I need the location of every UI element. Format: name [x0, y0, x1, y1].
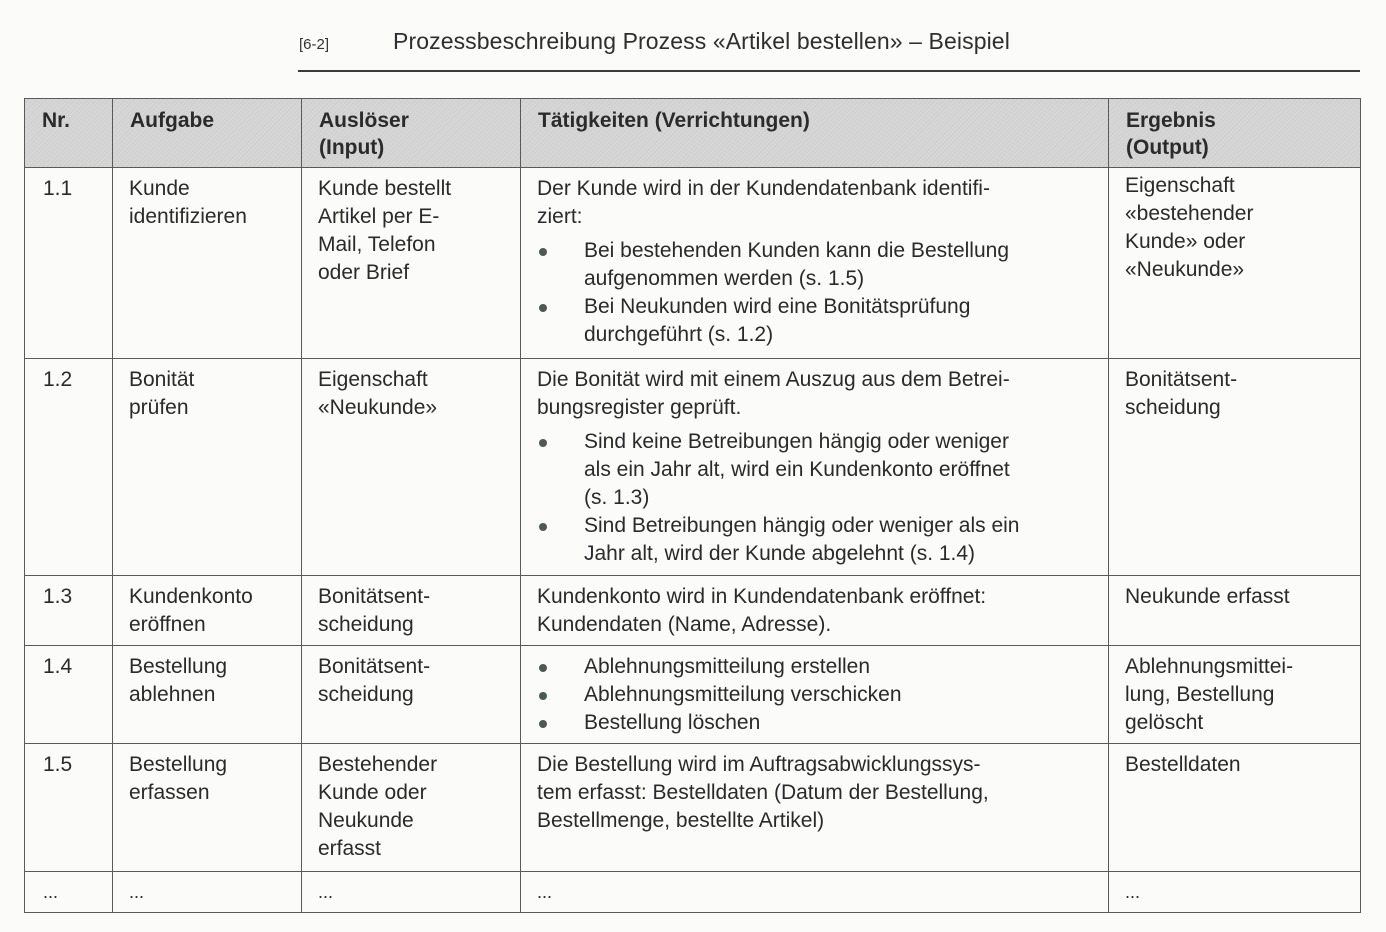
- ergebnis-line: lung, Bestellung: [1125, 683, 1275, 706]
- aufgabe-line: Bonität: [129, 368, 195, 391]
- title-rule: [298, 70, 1360, 72]
- cell-nr: [25, 744, 113, 872]
- ergebnis-line: Neukunde erfasst: [1125, 585, 1290, 608]
- cell-nr: [25, 646, 113, 744]
- process-table: [24, 98, 1361, 913]
- aufgabe-line: erfassen: [129, 781, 210, 804]
- header-taetigkeiten-label: Tätigkeiten (Verrichtungen): [538, 109, 810, 132]
- cell-aufgabe: [113, 168, 302, 359]
- row-number: 1.2: [43, 368, 73, 391]
- cell-aufgabe: [113, 744, 302, 872]
- bullet-line: Bestellung löschen: [584, 711, 761, 734]
- row-number: 1.1: [43, 177, 73, 200]
- bullet-line: (s. 1.3): [584, 486, 650, 509]
- cell-taetigkeiten: [521, 359, 1109, 576]
- ausloeser-line: oder Brief: [318, 261, 410, 284]
- cell-ausloeser: [302, 744, 521, 872]
- header-aufgabe-label: Aufgabe: [130, 109, 214, 132]
- ausloeser-line: Bonitätsent-: [318, 655, 431, 678]
- row-number: 1.5: [43, 753, 73, 776]
- ausloeser-line: Eigenschaft: [318, 368, 428, 391]
- ausloeser-line: ...: [318, 882, 334, 902]
- row-number: 1.4: [43, 655, 73, 678]
- aufgabe-line: Kunde: [129, 177, 190, 200]
- cell-ergebnis: [1109, 646, 1361, 744]
- cell-nr: [25, 576, 113, 646]
- bullet-line: als ein Jahr alt, wird ein Kundenkonto eröffnet: [584, 458, 1010, 481]
- ergebnis-line: «bestehender: [1125, 202, 1254, 225]
- table-row: [25, 168, 1361, 359]
- bullet-line: durchgeführt (s. 1.2): [584, 323, 774, 346]
- aufgabe-line: prüfen: [129, 396, 189, 419]
- cell-ergebnis: [1109, 576, 1361, 646]
- table-row: [25, 576, 1361, 646]
- aufgabe-line: Kundenkonto: [129, 585, 253, 608]
- header-ergebnis: [1109, 99, 1361, 168]
- aufgabe-line: Bestellung: [129, 655, 228, 678]
- header-ergebnis-line1: Ergebnis: [1126, 109, 1216, 132]
- taetigkeit-line: Die Bestellung wird im Auftragsabwicklungssys-: [537, 753, 981, 776]
- ergebnis-line: Eigenschaft: [1125, 174, 1235, 197]
- cell-ergebnis: [1109, 359, 1361, 576]
- header-ergebnis-line2: (Output): [1126, 136, 1209, 159]
- bullet-item: [537, 653, 1094, 681]
- cell-aufgabe: [113, 872, 302, 913]
- bullet-line: Bei Neukunden wird eine Bonitätsprüfung: [584, 295, 971, 318]
- aufgabe-line: eröffnen: [129, 613, 206, 636]
- ausloeser-line: «Neukunde»: [318, 396, 438, 419]
- ausloeser-line: Mail, Telefon: [318, 233, 436, 256]
- cell-taetigkeiten: [521, 576, 1109, 646]
- taetigkeit-line: Bestellmenge, bestellte Artikel): [537, 809, 825, 832]
- bullet-line: Sind keine Betreibungen hängig oder weniger: [584, 430, 1009, 453]
- taetigkeit-line: ziert:: [537, 205, 583, 228]
- ausloeser-line: Kunde bestellt: [318, 177, 452, 200]
- bullet-list: [537, 428, 1094, 568]
- bullet-item: [537, 709, 1094, 737]
- figure-label: [6-2]: [299, 36, 330, 53]
- taetigkeit-line: bungsregister geprüft.: [537, 396, 742, 419]
- header-aufgabe: [113, 99, 302, 168]
- row-number: ...: [43, 882, 59, 902]
- bullet-line: Sind Betreibungen hängig oder weniger als ein: [584, 514, 1020, 537]
- ergebnis-line: Bonitätsent-: [1125, 368, 1238, 391]
- header-taetigkeiten: [521, 99, 1109, 168]
- cell-ergebnis: [1109, 168, 1361, 359]
- ausloeser-line: Bonitätsent-: [318, 585, 431, 608]
- cell-ausloeser: [302, 646, 521, 744]
- table-row: [25, 359, 1361, 576]
- taetigkeit-line: Die Bonität wird mit einem Auszug aus dem Betrei-: [537, 368, 1010, 391]
- header-ausloeser-line1: Auslöser: [319, 109, 409, 132]
- taetigkeit-line: Kundenkonto wird in Kundendatenbank eröffnet:: [537, 585, 987, 608]
- header-nr-label: Nr.: [42, 109, 71, 132]
- ausloeser-line: scheidung: [318, 683, 414, 706]
- cell-nr: [25, 872, 113, 913]
- bullet-line: aufgenommen werden (s. 1.5): [584, 267, 865, 290]
- cell-ausloeser: [302, 872, 521, 913]
- header-nr: [25, 99, 113, 168]
- cell-taetigkeiten: [521, 872, 1109, 913]
- bullet-line: Bei bestehenden Kunden kann die Bestellung: [584, 239, 1010, 262]
- ausloeser-line: Artikel per E-: [318, 205, 440, 228]
- ergebnis-line: Ablehnungsmittei-: [1125, 655, 1294, 678]
- bullet-line: Ablehnungsmitteilung erstellen: [584, 655, 871, 678]
- aufgabe-line: Bestellung: [129, 753, 228, 776]
- bullet-item: [537, 293, 1094, 349]
- bullet-item: [537, 512, 1094, 568]
- ergebnis-line: ...: [1125, 882, 1141, 902]
- cell-ergebnis: [1109, 872, 1361, 913]
- bullet-item: [537, 681, 1094, 709]
- figure-title: Prozessbeschreibung Prozess «Artikel bestellen» – Beispiel: [393, 28, 1010, 54]
- taetigkeit-line: ...: [537, 882, 553, 902]
- table-row: [25, 872, 1361, 913]
- cell-aufgabe: [113, 646, 302, 744]
- cell-ausloeser: [302, 576, 521, 646]
- row-number: 1.3: [43, 585, 73, 608]
- cell-taetigkeiten: [521, 744, 1109, 872]
- ausloeser-line: scheidung: [318, 613, 414, 636]
- header-ausloeser: [302, 99, 521, 168]
- cell-taetigkeiten: [521, 168, 1109, 359]
- taetigkeit-line: Der Kunde wird in der Kundendatenbank identifi-: [537, 177, 990, 200]
- ausloeser-line: Bestehender: [318, 753, 438, 776]
- ergebnis-line: Kunde» oder: [1125, 230, 1246, 253]
- bullet-item: [537, 237, 1094, 293]
- cell-ausloeser: [302, 359, 521, 576]
- cell-taetigkeiten: [521, 646, 1109, 744]
- taetigkeit-line: Kundendaten (Name, Adresse).: [537, 613, 832, 636]
- ergebnis-line: Bestelldaten: [1125, 753, 1241, 776]
- bullet-item: [537, 428, 1094, 512]
- ergebnis-line: scheidung: [1125, 396, 1221, 419]
- table-row: [25, 744, 1361, 872]
- bullet-list: [537, 237, 1094, 349]
- aufgabe-line: identifizieren: [129, 205, 247, 228]
- table-row: [25, 646, 1361, 744]
- bullet-list: [537, 653, 1094, 737]
- cell-nr: [25, 359, 113, 576]
- header-ausloeser-line2: (Input): [319, 136, 385, 159]
- cell-nr: [25, 168, 113, 359]
- aufgabe-line: ...: [129, 882, 145, 902]
- bullet-line: Jahr alt, wird der Kunde abgelehnt (s. 1.4): [584, 542, 976, 565]
- cell-ergebnis: [1109, 744, 1361, 872]
- ergebnis-line: «Neukunde»: [1125, 258, 1245, 281]
- bullet-line: Ablehnungsmitteilung verschicken: [584, 683, 902, 706]
- ausloeser-line: erfasst: [318, 837, 382, 860]
- ausloeser-line: Kunde oder: [318, 781, 427, 804]
- cell-aufgabe: [113, 576, 302, 646]
- cell-ausloeser: [302, 168, 521, 359]
- aufgabe-line: ablehnen: [129, 683, 216, 706]
- ausloeser-line: Neukunde: [318, 809, 414, 832]
- ergebnis-line: gelöscht: [1125, 711, 1204, 734]
- header-row: [25, 99, 1361, 168]
- cell-aufgabe: [113, 359, 302, 576]
- taetigkeit-line: tem erfasst: Bestelldaten (Datum der Bestellung,: [537, 781, 989, 804]
